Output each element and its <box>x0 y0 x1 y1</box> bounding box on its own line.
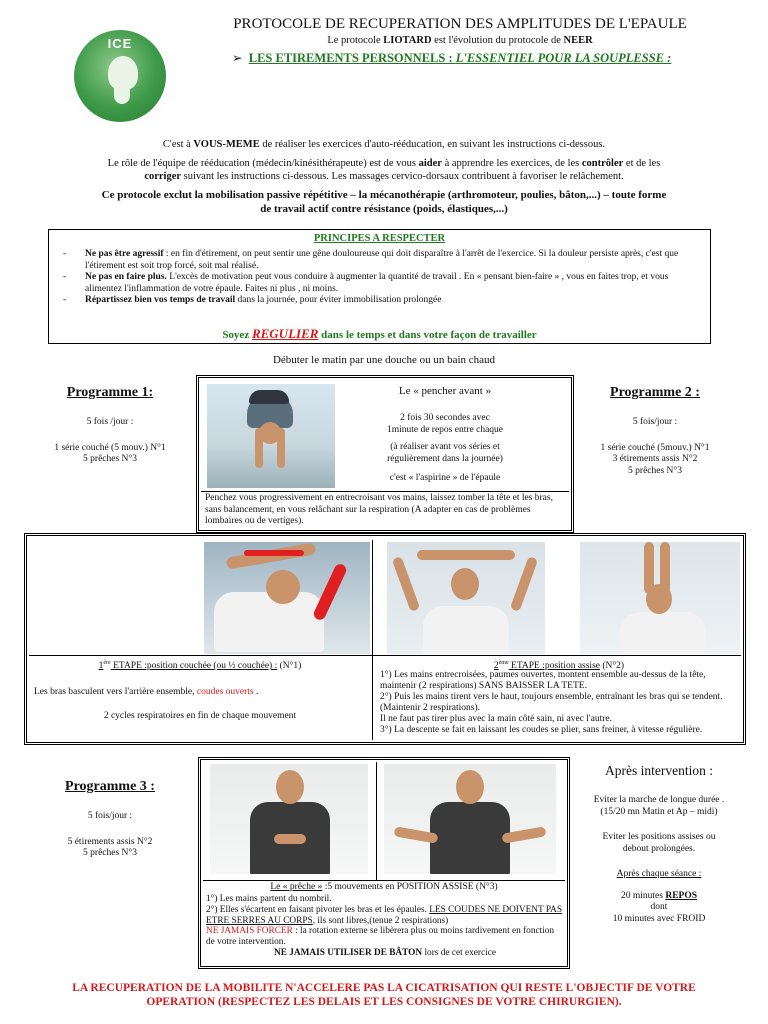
program-2-line: 1 série couché (5mouv.) N°1 <box>600 442 710 453</box>
etape2-step: 3°) La descente se fait en laissant les coudes se plier, sans freiner, à vitesse régulière. <box>380 725 703 735</box>
pencher-title: Le « pencher avant » <box>398 385 492 397</box>
program-2-line: 3 étirements assis N°2 <box>612 454 698 464</box>
program-1-line: 5 prêches N°3 <box>83 454 137 464</box>
program-2 <box>570 385 740 477</box>
footer-line: LA RECUPERATION DE LA MOBILITE N'ACCELERE PAS LA CICATRISATION QUI RESTE L'OBJECTIF DE VOTRE <box>72 982 696 994</box>
program-1-title: Programme 1: <box>66 385 154 400</box>
etape2-step: 1°) Les mains entrecroisées, paumes ouvertes, montent ensemble au-dessus de la tête, maintenir (2 respirations) SANS BAISSER LA TETE. <box>380 670 706 691</box>
red-arrow-icon <box>244 550 304 556</box>
intro-line-3: corriger suivant les instructions ci-dessous. Les massages cervico-dorsaux contribuent à favoriser le relâchement. <box>144 171 624 182</box>
program-1 <box>20 385 200 466</box>
apres-line: Après chaque séance : <box>616 869 702 879</box>
apres-section <box>574 763 744 925</box>
clinic-logo <box>74 30 166 122</box>
program-1-line: 5 fois /jour : <box>86 417 134 427</box>
program-3-line: 5 étirements assis N°2 <box>67 836 153 847</box>
red-arrow-icon <box>312 562 348 621</box>
program-2-line: 5 prêches N°3 <box>628 465 682 476</box>
etape2-steps <box>380 670 742 736</box>
apres-line: debout prolongées. <box>622 843 696 854</box>
etape1-line-2: 2 cycles respiratoires en fin de chaque mouvement <box>103 711 297 721</box>
intro-line-1: C'est à VOUS-MEME de réaliser les exercices d'auto-rééducation, en suivant les instructions ci-dessous. <box>162 139 606 150</box>
program-1-line: 1 série couché (5 mouv.) N°1 <box>54 442 166 453</box>
etape2-title: 2ème ETAPE :position assise (N°2) <box>493 660 625 672</box>
preche-step: NE JAMAIS FORCER : la rotation externe se libèrera plus ou moins tardivement en fonction de votre intervention. <box>206 926 555 948</box>
intro-line-5: de travail actif contre résistance (poids, élastiques,...) <box>260 203 508 215</box>
principles-title: PRINCIPES A RESPECTER <box>313 233 446 244</box>
principle-item-1: - Ne pas être agressif : en fin d'étirement, on peut sentir une gêne douloureuse qui doit disparaître à l'arrêt de l'exercice. Si la douleur persiste après, c'est que l'étirement est soit trop forcé, soit mal réalisé. <box>57 249 702 272</box>
footer-line: OPERATION (RESPECTEZ LES DELAIS ET LES CONSIGNES DE VOTRE CHIRURGIEN). <box>146 996 622 1008</box>
preche-step: 2°) Elles s'écartent en faisant pivoter les bras et les épaules. LES COUDES NE DOIVENT PAS ETRE SERRES AU CORPS, ils sont libres,(tenue 2 respirations) <box>206 904 563 926</box>
preche-step: NE JAMAIS UTILISER DE BÂTON lors de cet exercice <box>274 947 496 958</box>
apres-line: (15/20 mn Matin et Ap – midi) <box>600 806 718 817</box>
etape2-step: Il ne faut pas tirer plus avec la main côté sain, ni avec l'autre. <box>380 714 612 724</box>
divider <box>372 540 373 740</box>
apres-title: Après intervention : <box>605 763 713 778</box>
principles-box <box>48 229 711 344</box>
program-2-title: Programme 2 : <box>610 385 700 400</box>
section-heading: ➢ LES ETIREMENTS PERSONNELS : L'ESSENTIEL POUR LA SOUPLESSE : <box>232 51 672 65</box>
program-3-line: 5 prêches N°3 <box>83 848 137 858</box>
apres-line: 10 minutes avec FROID <box>612 913 706 924</box>
preche-photo-a <box>210 764 368 874</box>
principle-item-3: - Répartissez bien vos temps de travail dans la journée, pour éviter immobilisation prolongée <box>57 295 702 307</box>
pencher-line: c'est « l'aspirine » de l'épaule <box>389 473 501 483</box>
page-title: PROTOCOLE DE RECUPERATION DES AMPLITUDES DE L'EPAULE <box>233 16 687 32</box>
pencher-line: 1minute de repos entre chaque <box>386 424 504 435</box>
program-3-title: Programme 3 : <box>65 779 155 794</box>
etape2-photo-b <box>580 542 740 654</box>
apres-line: 20 minutes REPOS <box>620 890 698 901</box>
intro-line-4: Ce protocole exclut la mobilisation passive répétitive – la mécanothérapie (arthromoteur, poulies, bâton,...) – toute forme <box>101 189 667 201</box>
divider <box>376 762 377 880</box>
arm-icon <box>114 78 130 104</box>
preche-photo-b <box>384 764 556 874</box>
etape2-step: 2°) Puis les mains tirent vers le haut, toujours ensemble, entraînant les bras qui se tendent. (Maintenir 2 respirations). <box>380 692 723 713</box>
divider <box>203 880 565 881</box>
logo-text: ICE <box>107 36 133 51</box>
divider <box>201 491 569 492</box>
etape2-photo-a <box>387 542 545 654</box>
preche-title: Le « prêche » :5 mouvements en POSITION ASSISE (N°3) <box>270 882 498 892</box>
pencher-photo <box>207 384 335 488</box>
apres-line: Eviter la marche de longue durée . <box>593 795 725 805</box>
program-3-line: 5 fois/jour : <box>87 811 133 821</box>
principle-item-2: - Ne pas en faire plus. L'excès de motivation peut vous conduire à augmenter la quantité de travail . En « pensant bien-faire » , vous en faites trop, et vous alimentez l'inflammation de votre épaule. Faites ni plus , ni moins. <box>57 272 702 295</box>
pencher-info <box>345 413 545 485</box>
arrow-icon: ➢ <box>232 51 243 65</box>
preche-step: 1°) Les mains partent du nombril. <box>206 894 332 904</box>
pencher-description: Penchez vous progressivement en entrecroisant vos mains, laissez tomber la tête et les bras, sans balancement, en vous relâchant sur la respiration (A adapter en cas de problèmes lombaires ou de vertiges). <box>205 493 553 526</box>
program-2-line: 5 fois/jour : <box>632 417 678 427</box>
principles-footer: Soyez REGULIER dans le temps et dans votre façon de travailler <box>222 326 537 341</box>
intro-line-2: Le rôle de l'équipe de rééducation (médecin/kinésithérapeute) est de vous aider à apprendre les exercices, de les contrôler et de les <box>107 158 661 169</box>
footer-warning <box>20 981 748 1009</box>
etape1-photo <box>204 542 370 654</box>
morning-tip: Débuter le matin par une douche ou un bain chaud <box>272 354 496 366</box>
pencher-line: régulièrement dans la journée) <box>387 453 503 464</box>
program-3 <box>20 779 200 860</box>
apres-line: dont <box>650 902 668 912</box>
apres-line: Eviter les positions assises ou <box>602 832 716 842</box>
preche-steps <box>206 894 564 959</box>
divider <box>29 655 741 656</box>
etape1-line-1: Les bras basculent vers l'arrière ensemble, coudes ouverts . <box>34 687 259 697</box>
pencher-line: 2 fois 30 secondes avec <box>400 413 490 423</box>
pencher-line: (à réaliser avant vos séries et <box>390 442 500 452</box>
etape1-title: 1ère ETAPE :position couchée (ou ½ couchée) : (N°1) <box>98 660 302 672</box>
page-subtitle: Le protocole LIOTARD est l'évolution du protocole de NEER <box>327 35 593 46</box>
